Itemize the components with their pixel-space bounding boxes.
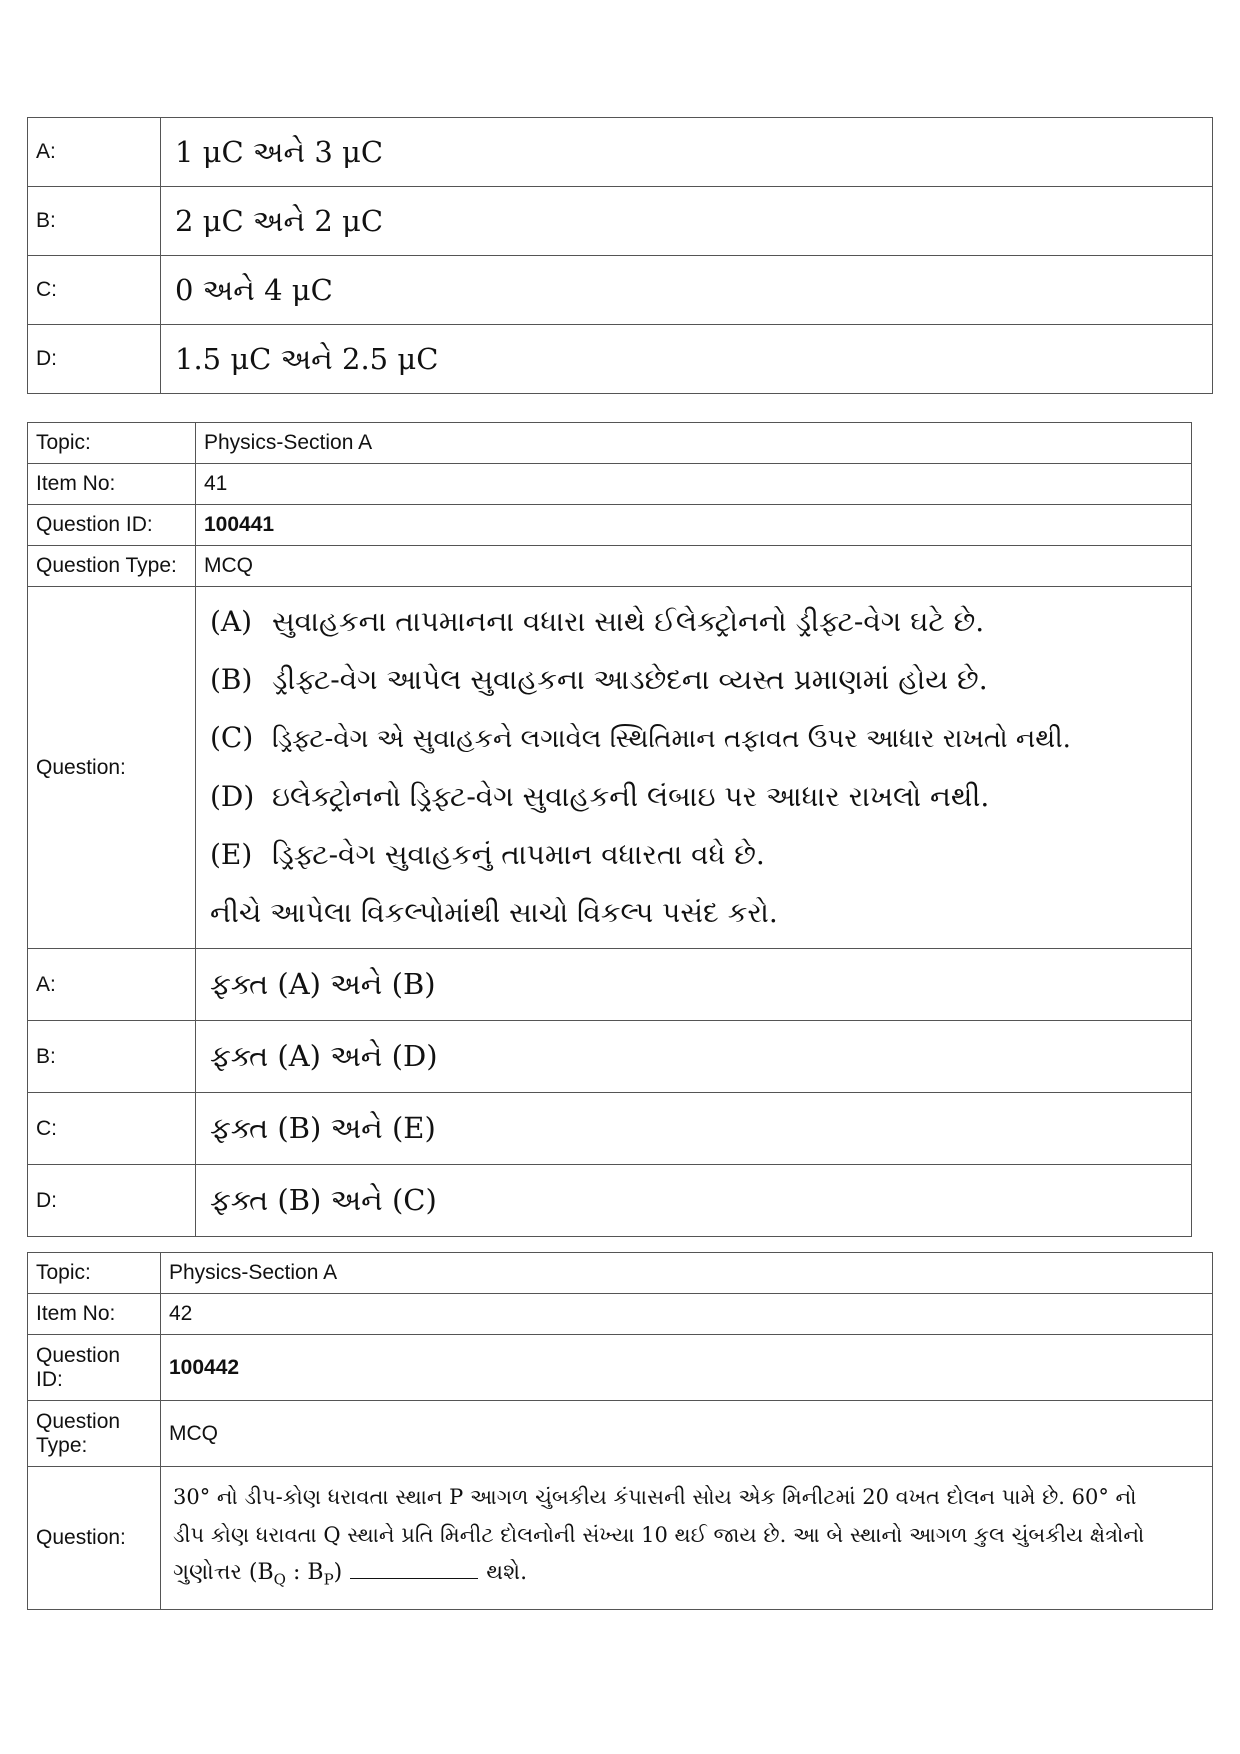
option-label: C:: [28, 1093, 196, 1165]
question-label: Question:: [28, 587, 196, 949]
statement-tag: (A): [210, 605, 253, 638]
option-text: 1 μC અને 3 μC: [161, 118, 1213, 187]
option-text: ફક્ત (B) અને (E): [196, 1093, 1192, 1165]
item-no-value: 42: [161, 1294, 1213, 1335]
option-label: A:: [28, 118, 161, 187]
question-41-table: [27, 422, 1192, 1237]
option-row: [28, 118, 1213, 187]
ratio-subscript-p: P: [323, 1570, 334, 1589]
statement: [210, 826, 1177, 884]
question-id-value: 100442: [161, 1335, 1213, 1401]
option-label: C:: [28, 256, 161, 325]
question-line: ડીપ કોણ ધરાવતા Q સ્થાને પ્રતિ મિનીટ દોલનોની સંખ્યા 10 થઈ જાય છે. આ બે સ્થાનો આગળ કુલ ચુંબકીય ક્ષેત્રોનો: [173, 1522, 1145, 1547]
question-label: Question:: [28, 1467, 161, 1610]
ratio-mid: : B: [285, 1559, 324, 1585]
option-text: 0 અને 4 μC: [161, 256, 1213, 325]
topic-value: Physics-Section A: [161, 1253, 1213, 1294]
option-label: B:: [28, 1021, 196, 1093]
statement: [210, 651, 1177, 709]
question-type-value: MCQ: [196, 546, 1192, 587]
question-id-label: Question ID:: [28, 1335, 161, 1401]
statement-tag: (D): [210, 780, 255, 813]
question-type-label: Question Type:: [28, 546, 196, 587]
statement-text: ઇલેક્ટ્રોનનો ડ્રિફ્ટ-વેગ સુવાહકની લંબાઇ પર આધાર રાખલો નથી.: [272, 780, 990, 813]
instruction-text: નીચે આપેલા વિકલ્પોમાંથી સાચો વિકલ્પ પસંદ કરો.: [210, 896, 778, 929]
item-no-value: 41: [196, 464, 1192, 505]
question-line: [173, 1554, 1200, 1598]
topic-label: Topic:: [28, 423, 196, 464]
ratio-subscript-q: Q: [273, 1570, 286, 1589]
statement: [210, 768, 1177, 826]
item-no-label: Item No:: [28, 1294, 161, 1335]
option-text: ફક્ત (A) અને (D): [196, 1021, 1192, 1093]
option-text: 1.5 μC અને 2.5 μC: [161, 325, 1213, 394]
statement-tag: (B): [210, 663, 253, 696]
previous-question-options-table: [27, 117, 1213, 394]
topic-label: Topic:: [28, 1253, 161, 1294]
question-42-table: [27, 1252, 1213, 1610]
question-type-label: Question Type:: [28, 1401, 161, 1467]
ratio-end: થશે.: [486, 1559, 528, 1585]
statement-tag: (E): [210, 838, 253, 871]
statement-text: ડ્રિફ્ટ-વેગ એ સુવાહકને લગાવેલ સ્થિતિમાન તફાવત ઉપર આધાર રાખતો નથી.: [272, 724, 1071, 754]
option-label: B:: [28, 187, 161, 256]
option-row: [28, 256, 1213, 325]
statement-text: સુવાહકના તાપમાનના વધારા સાથે ઈલેક્ટ્રોનનો ડ્રીફ્ટ-વેગ ઘટે છે.: [272, 605, 985, 638]
question-body: [196, 587, 1192, 949]
option-row: [28, 187, 1213, 256]
option-label: D:: [28, 1165, 196, 1237]
statement-text: ડ્રીફ્ટ-વેગ આપેલ સુવાહકના આડછેદના વ્યસ્ત પ્રમાણમાં હોય છે.: [272, 663, 988, 696]
topic-value: Physics-Section A: [196, 423, 1192, 464]
item-no-label: Item No:: [28, 464, 196, 505]
ratio-start: ગુણોત્તર (B: [173, 1559, 274, 1585]
option-text: ફક્ત (A) અને (B): [196, 949, 1192, 1021]
ratio-close: ): [333, 1559, 343, 1585]
option-label: D:: [28, 325, 161, 394]
question-id-label: Question ID:: [28, 505, 196, 546]
statement-tag: (C): [210, 721, 254, 754]
option-text: 2 μC અને 2 μC: [161, 187, 1213, 256]
option-text: ફક્ત (B) અને (C): [196, 1165, 1192, 1237]
question-id-value: 100441: [196, 505, 1192, 546]
question-body: [161, 1467, 1213, 1610]
question-type-value: MCQ: [161, 1401, 1213, 1467]
statement-text: ડ્રિફ્ટ-વેગ સુવાહકનું તાપમાન વધારતા વધે છે.: [272, 838, 765, 871]
option-label: A:: [28, 949, 196, 1021]
option-row: [28, 325, 1213, 394]
answer-blank: [350, 1560, 478, 1579]
statement: [210, 593, 1177, 651]
statement: [210, 709, 1177, 768]
question-line: 30° નો ડીપ-કોણ ધરાવતા સ્થાન P આગળ ચુંબકીય કંપાસની સોય એક મિનીટમાં 20 વખત દોલન પામે છે. 60° નો: [173, 1484, 1137, 1509]
